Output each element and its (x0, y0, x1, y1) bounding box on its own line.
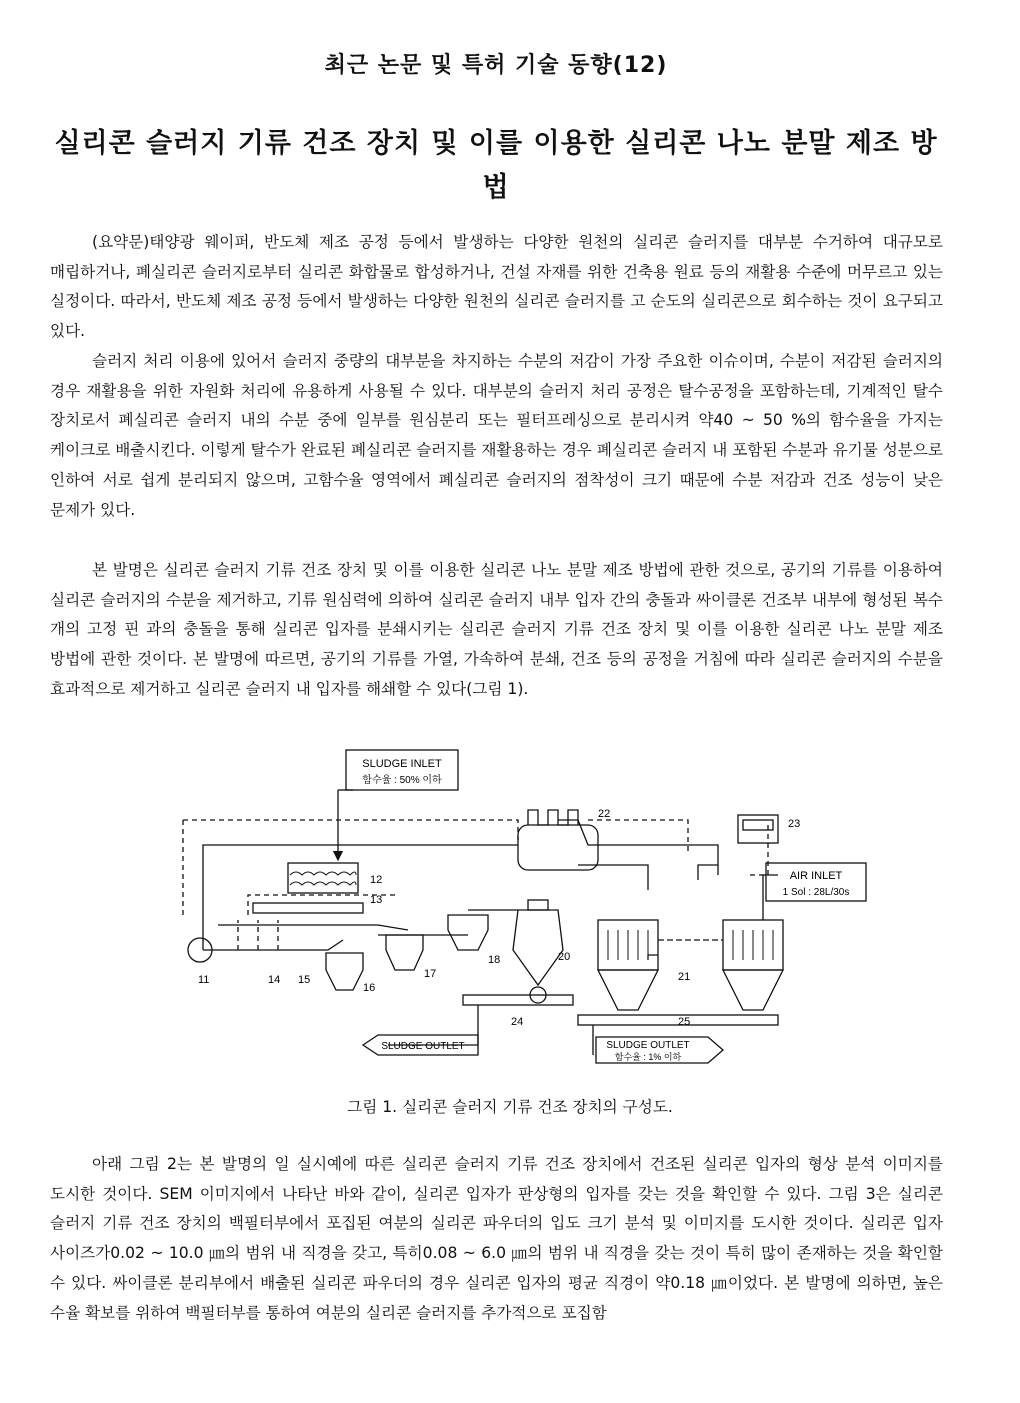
label-24: 24 (511, 1016, 524, 1028)
label-13: 13 (370, 894, 383, 906)
sludge-inlet-sublabel: 함수율 : 50% 이하 (362, 775, 442, 786)
label-15: 15 (298, 974, 311, 986)
label-21: 21 (678, 971, 691, 983)
page-header: 최근 논문 및 특허 기술 동향(12) (324, 53, 668, 78)
paragraph-abstract: (요약문)태양광 웨이퍼, 반도체 제조 공정 등에서 발생하는 다양한 원천의 실리콘 슬러지를 대부분 수거하여 대규모로 매립하거나, 폐실리콘 슬러지로부터 실리콘 화합물로 합성하거나, 건설 자재를 위한 건축용 원료 등의 재활용 수준에 머무르고 있는 실정이다. 따라서, 반도체 제조 공정 등에서 발생하는 다양한 원천의 실리콘 슬러지를 고 순도의 실리콘으로 회수하는 것이 요구되고 있다. (50, 233, 943, 341)
air-inlet-label: AIR INLET (789, 870, 843, 882)
controller-23 (738, 815, 778, 843)
apparatus-diagram (178, 745, 850, 1075)
label-12: 12 (370, 874, 383, 886)
hopper-17 (386, 935, 423, 970)
label-17: 17 (424, 968, 437, 980)
figure-apparatus-diagram (178, 745, 850, 1075)
mixer-12 (288, 863, 358, 893)
label-22: 22 (598, 808, 611, 820)
article-title: 실리콘 슬러지 기류 건조 장치 및 이를 이용한 실리콘 나노 분말 제조 방법 (54, 128, 938, 203)
paragraph-results: 아래 그림 2는 본 발명의 일 실시예에 따른 실리콘 슬러지 기류 건조 장치에서 건조된 실리콘 입자의 형상 분석 이미지를 도시한 것이다. SEM 이미지에서 나타난 바와 같이, 실리콘 입자가 판상형의 입자를 갖는 것을 확인할 수 있다. 그림 3은 실리콘 슬러지 기류 건조 장치의 백필터부에서 포집된 여분의 실리콘 파우더의 입도 크기 분석 및 이미지를 도시한 것이다. 실리콘 입자 사이즈가0.02 ~ 10.0 ㎛의 범위 내 직경을 갖고, 특히0.08 ~ 6.0 ㎛의 범위 내 직경을 갖는 것이 특히 많이 존재하는 것을 확인할 수 있다. 싸이클론 분리부에서 배출된 실리콘 파우더의 경우 실리콘 입자의 평균 직경이 약0.18 ㎛이었다. 본 발명에 의하면, 높은 수율 확보를 위하여 백필터부를 통하여 여분의 실리콘 슬러지를 추가적으로 포집함 (50, 1155, 943, 1322)
label-14: 14 (268, 974, 281, 986)
conveyor-13 (253, 903, 363, 913)
cyclone-20 (513, 910, 563, 985)
label-20: 20 (558, 951, 571, 963)
sludge-inlet-label: SLUDGE INLET (362, 758, 442, 770)
label-11: 11 (198, 974, 210, 986)
conveyor-24 (463, 995, 573, 1005)
figure-caption: 그림 1. 실리콘 슬러지 기류 건조 장치의 구성도. (347, 1098, 673, 1116)
label-16: 16 (363, 982, 376, 994)
hopper-16 (326, 953, 363, 990)
paragraph-invention: 본 발명은 실리콘 슬러지 기류 건조 장치 및 이를 이용한 실리콘 나노 분말 제조 방법에 관한 것으로, 공기의 기류를 이용하여 실리콘 슬러지의 수분을 제거하고, 기류 원심력에 의하여 실리콘 슬러지 내부 입자 간의 충돌과 싸이클론 건조부 내부에 형성된 복수 개의 고정 핀 과의 충돌을 통해 실리콘 입자를 분쇄시키는 실리콘 슬러지 기류 건조 장치 및 이를 이용한 실리콘 나노 분말 제조 방법에 관한 것이다. 본 발명에 따르면, 공기의 기류를 가열, 가속하여 분쇄, 건조 등의 공정을 거침에 따라 실리콘 슬러지의 수분을 효과적으로 제거하고 실리콘 슬러지 내 입자를 해쇄할 수 있다(그림 1). (50, 561, 943, 698)
label-18: 18 (488, 954, 501, 966)
sludge-outlet-right-label: SLUDGE OUTLET (606, 1040, 690, 1051)
paragraph-background: 슬러지 처리 이용에 있어서 슬러지 중량의 대부분을 차지하는 수분의 저감이 가장 주요한 이슈이며, 수분이 저감된 슬러지의 경우 재활용을 위한 자원화 처리에 유용하게 사용될 수 있다. 대부분의 슬러지 처리 공정은 탈수공정을 포함하는데, 기계적인 탈수 장치로서 폐실리콘 슬러지 내의 수분 중에 일부를 원심분리 또는 필터프레싱으로 분리시켜 약40 ~ 50 %의 함수율을 가지는 케이크로 배출시킨다. 이렇게 탈수가 완료된 폐실리콘 슬러지를 재활용하는 경우 폐실리콘 슬러지 내 포함된 수분과 유기물 성분으로 인하여 서로 쉽게 분리되지 않으며, 고함수율 영역에서 폐실리콘 슬러지의 점착성이 크기 때문에 수분 저감과 건조 성능이 낮은 문제가 있다. (50, 352, 943, 519)
air-inlet-sublabel: 1 Sol : 28L/30s (782, 887, 850, 898)
label-23: 23 (788, 818, 801, 830)
hopper-18 (448, 915, 488, 950)
sludge-outlet-right-sublabel: 함수율 : 1% 이하 (614, 1052, 682, 1062)
label-25: 25 (678, 1016, 691, 1028)
sludge-outlet-left-label: SLUDGE OUTLET (381, 1041, 465, 1052)
heater-22 (518, 825, 598, 870)
